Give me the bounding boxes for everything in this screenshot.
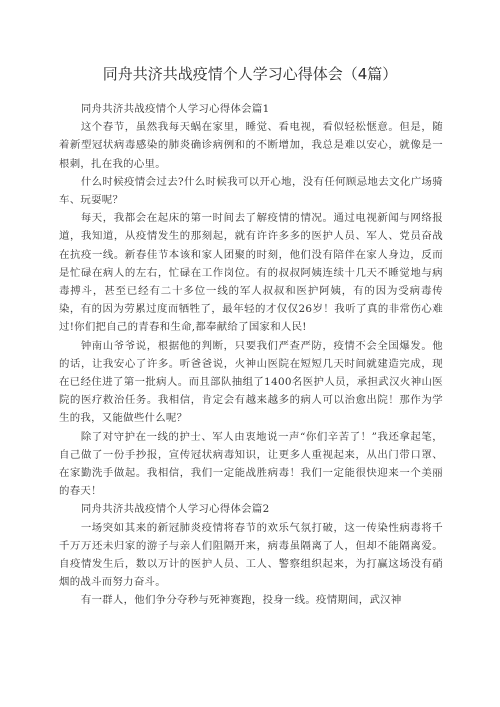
section-heading-2: 同舟共济共战疫情个人学习心得体会篇2 xyxy=(80,503,270,516)
paragraph: 有一群人，他们争分夺秒与死神赛跑，投身一线。疫情期间，武汉神 xyxy=(80,594,402,607)
paragraph: 一场突如其来的新冠肺炎疫情将春节的欢乐气氛打破，这一传染性病毒将千千万万还未归家的游子与亲人们阻隔开来，病毒虽隔离了人，但却不能隔离爱。自疫情发生后，数以万计的医护人员、工人、警察组织起来，为打赢这场没有硝烟的战斗而努力奋斗。 xyxy=(59,521,443,589)
paragraph: 这个春节，虽然我每天蜗在家里，睡觉、看电视，看似轻松惬意。但是，随着新型冠状病毒感染的肺炎确诊病例和的不断增加，我总是难以安心，就像是一根刺，扎在我的心里。 xyxy=(59,121,443,170)
document-title: 同舟共济共战疫情个人学习心得体会（4篇） xyxy=(102,65,398,83)
section-heading-1: 同舟共济共战疫情个人学习心得体会篇1 xyxy=(80,103,270,115)
paragraph: 钟南山爷爷说，根据他的判断，只要我们严查严防，疫情不会全国爆发。他的话，让我安心了许多。听爸爸说，火神山医院在短短几天时间就建造完成，现在已经住进了第一批病人。而且部队抽组了1400名医护人员，承担武汉火神山医院的医疗救治任务。我相信，肯定会有越来越多的病人可以治愈出院！那作为学生的我，又能做些什么呢？ xyxy=(59,339,443,425)
paragraph: 每天，我都会在起床的第一时间去了解疫情的情况。通过电视新闻与网络报道，我知道，从疫情发生的那刻起，就有许许多多的医护人员、军人、党员奋战在抗疫一线。新春佳节本该和家人团聚的时刻，他们没有陪伴在家人身边，反而是忙碌在病人的左右，忙碌在工作岗位。有的叔叔阿姨连续十几天不睡觉地与病毒搏斗，甚至已经有二十多位一线的军人叔叔和医护阿姨，有的因为受病毒传染，有的因为劳累过度而牺牲了，最年轻的才仅仅26岁！我听了真的非常伤心难过!你们把自己的青春和生命,都奉献给了国家和人民! xyxy=(59,212,443,334)
paragraph: 什么时候疫情会过去?什么时候我可以开心地，没有任何顾忌地去文化广场骑车、玩耍呢？ xyxy=(59,175,443,207)
document-body xyxy=(59,100,443,610)
paragraph: 除了对守护在一线的护士、军人由衷地说一声“你们辛苦了！”我还拿起笔，自己做了一份手抄报，宣传冠状病毒知识，让更多人重视起来，从出门带口罩、在家勤洗手做起。我相信，我们一定能战胜病毒！我们一定能很快迎来一个美丽的春天！ xyxy=(59,430,443,498)
